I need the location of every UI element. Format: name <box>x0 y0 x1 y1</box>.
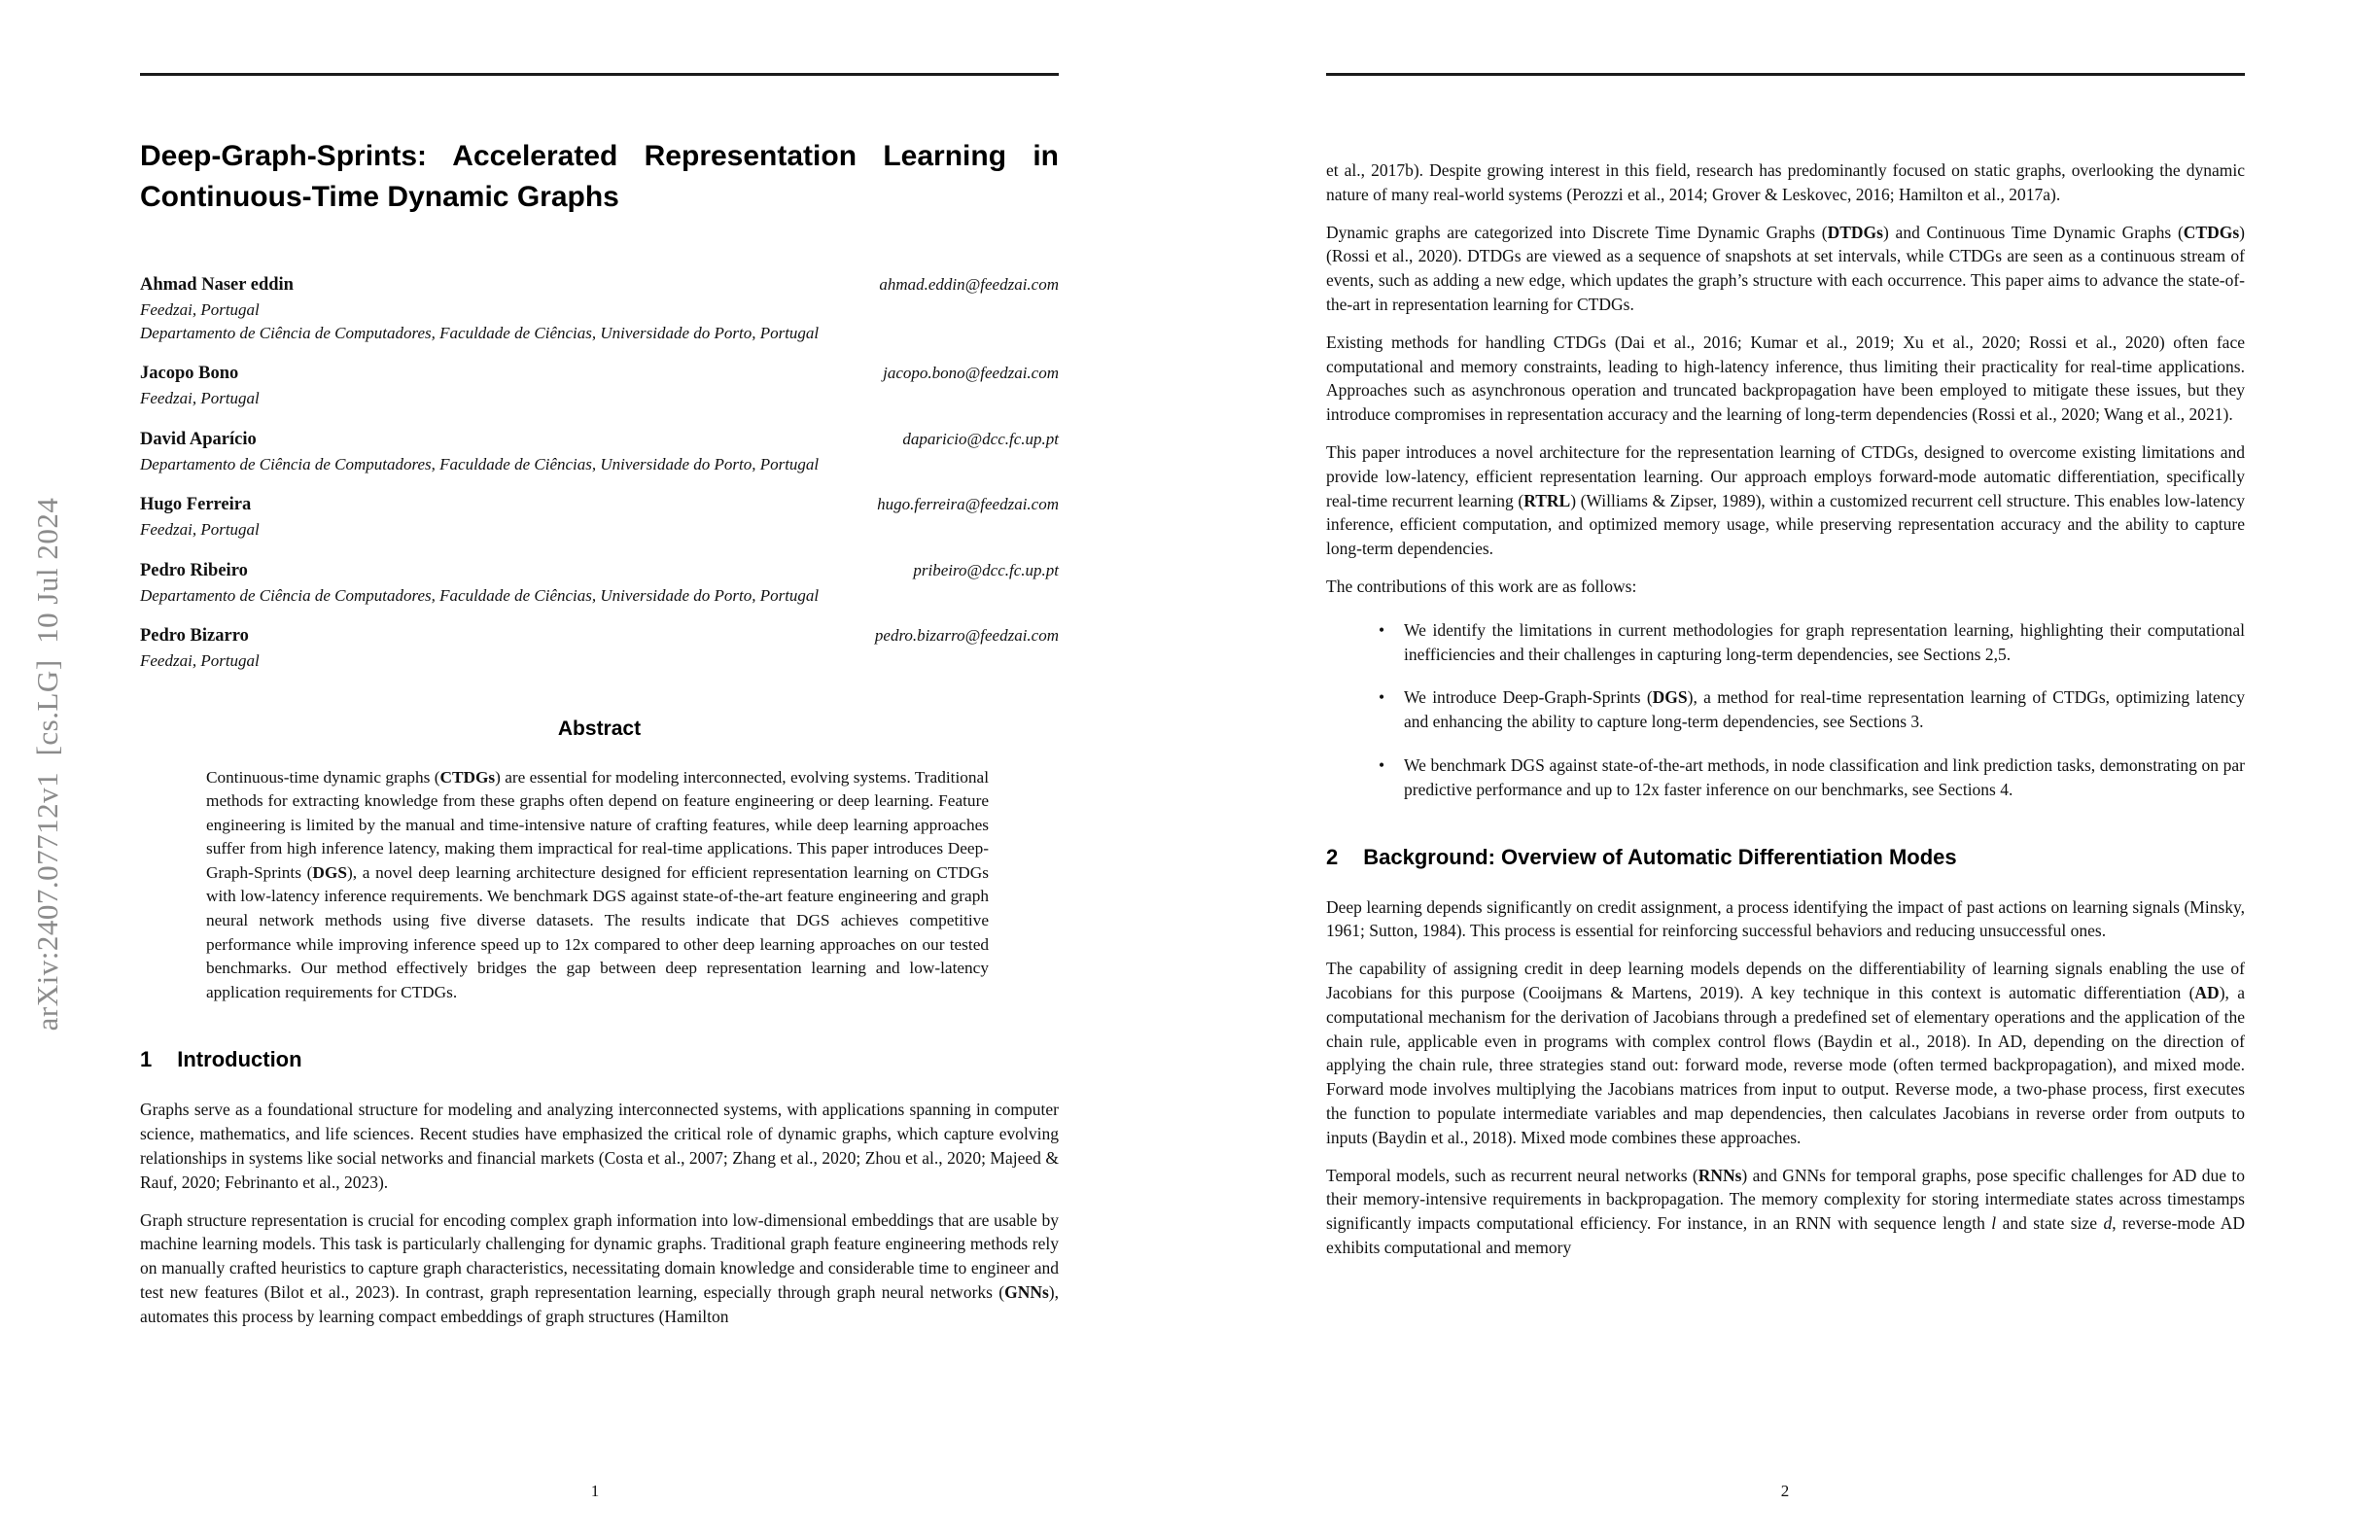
paragraph: The capability of assigning credit in deep learning models depends on the differentiability of learning signals enabling the use of Jacobians for this purpose (Cooijmans & Martens, 2019). A key technique in this context is automatic differentiation (AD), a computational mechanism for the derivation of Jacobians through a predefined set of elementary operations and the application of the chain rule, applicable even in programs with complex control flows (Baydin et al., 2018). In AD, depending on the direction of applying the chain rule, three strategies stand out: forward mode, reverse mode (often termed backpropagation), and mixed mode. Forward mode involves multiplying the Jacobians matrices from input to output. Reverse mode, a two-phase process, first executes the function to populate intermediate variables and map dependencies, then calculates Jacobians in reverse order from outputs to inputs (Baydin et al., 2018). Mixed mode combines these approaches. <box>1326 959 2245 1147</box>
abstract-heading: Abstract <box>557 717 642 740</box>
author-name: Pedro Ribeiro <box>140 560 248 580</box>
page-number: 2 <box>1780 1482 1790 1500</box>
author-name: David Aparício <box>140 429 257 449</box>
page-2 <box>1190 0 2380 1540</box>
section-number: 2 <box>1326 844 1339 869</box>
list-item <box>1379 618 2245 667</box>
bullet-text: We benchmark DGS against state-of-the-art methods, in node classification and link prediction tasks, demonstrating on par predictive performance and up to 12x faster inference on our benchmarks, see Sections 4. <box>1404 754 2245 799</box>
author-row <box>140 272 1059 298</box>
paragraph: Deep learning depends significantly on credit assignment, a process identifying the impact of past actions on learning signals (Minsky, 1961; Sutton, 1984). This process is essential for reinforcing successful behaviors and reducing unsuccessful ones. <box>1326 896 2245 941</box>
author-entry <box>140 623 1059 673</box>
author-name: Jacopo Bono <box>140 364 239 383</box>
section-number: 1 <box>140 1047 153 1072</box>
author-name: Ahmad Naser eddin <box>140 275 294 295</box>
bullet-icon: • <box>1379 754 1385 775</box>
paragraph: This paper introduces a novel architecture for the representation learning of CTDGs, designed to overcome existing limitations and provide low-latency, efficient representation learning. Our approach employs forward-mode automatic differentiation, specifically real-time recurrent learning (RTRL) (Williams & Zipser, 1989), within a customized recurrent cell structure. This enables low-latency inference, efficient computation, and optimized memory usage, while preserving representation accuracy and the ability to capture long-term dependencies. <box>1326 441 2246 559</box>
header-rule <box>1326 73 2245 76</box>
author-name: Hugo Ferreira <box>140 495 252 514</box>
author-entry <box>140 558 1059 608</box>
author-entry <box>140 361 1059 410</box>
page-number: 1 <box>590 1482 600 1500</box>
author-row <box>140 427 1059 453</box>
author-email: ahmad.eddin@feedzai.com <box>879 275 1059 294</box>
paragraph: Graphs serve as a foundational structure for modeling and analyzing interconnected systems, with applications spanning in computer science, mathematics, and life sciences. Recent studies have emphasized the critical role of dynamic graphs, which capture evolving relationships in systems like social networks and financial markets (Costa et al., 2007; Zhang et al., 2020; Zhou et al., 2020; Majeed & Rauf, 2020; Febrinanto et al., 2023). <box>140 1100 1059 1192</box>
section-title: Background: Overview of Automatic Differentiation Modes <box>1363 844 1957 869</box>
paper-title: Deep-Graph-Sprints: Accelerated Representation Learning in Continuous-Time Dynamic Graphs <box>140 140 1059 213</box>
header-rule <box>140 73 1059 76</box>
page-1-content <box>140 0 1059 1329</box>
paragraph: et al., 2017b). Despite growing interest in this field, research has predominantly focused on static graphs, overlooking the dynamic nature of many real-world systems (Perozzi et al., 2014; Grover & Leskovec, 2016; Hamilton et al., 2017a). <box>1326 160 2245 204</box>
arxiv-watermark: arXiv:2407.07712v1 [cs.LG] 10 Jul 2024 <box>30 497 64 1032</box>
bullet-icon: • <box>1379 619 1385 640</box>
author-block <box>140 272 1059 673</box>
author-affiliation: Feedzai, Portugal <box>140 300 260 319</box>
author-affiliation: Feedzai, Portugal <box>140 651 260 670</box>
author-email: hugo.ferreira@feedzai.com <box>877 495 1059 513</box>
author-affiliation: Departamento de Ciência de Computadores, Faculdade de Ciências, Universidade do Porto, Portugal <box>140 454 820 473</box>
bullet-text: We identify the limitations in current methodologies for graph representation learning, highlighting their computational inefficiencies and their challenges in capturing long-term dependencies, see Sections 2,5. <box>1404 619 2245 664</box>
bullet-text: We introduce Deep-Graph-Sprints (DGS), a method for real-time representation learning of CTDGs, optimizing latency and enhancing the ability to capture long-term dependencies, see Sections 3. <box>1404 687 2246 732</box>
author-affiliation: Feedzai, Portugal <box>140 389 260 407</box>
author-affiliation: Departamento de Ciência de Computadores, Faculdade de Ciências, Universidade do Porto, Portugal <box>140 585 820 605</box>
bullet-icon: • <box>1379 687 1385 708</box>
section-title: Introduction <box>177 1047 302 1072</box>
author-entry <box>140 272 1059 344</box>
author-row <box>140 492 1059 518</box>
paragraph: Dynamic graphs are categorized into Discrete Time Dynamic Graphs (DTDGs) and Continuous Time Dynamic Graphs (CTDGs) (Rossi et al., 2020). DTDGs are viewed as a sequence of snapshots at set intervals, while CTDGs are seen as a continuous stream of events, such as adding a new edge, which updates the graph’s structure with each occurrence. This paper aims to advance the state-of-the-art in representation learning for CTDGs. <box>1326 222 2245 314</box>
author-row <box>140 623 1059 649</box>
author-affiliation: Departamento de Ciência de Computadores, Faculdade de Ciências, Universidade do Porto, Portugal <box>140 323 820 342</box>
section-heading-introduction <box>140 1047 1059 1072</box>
author-email: daparicio@dcc.fc.up.pt <box>902 429 1059 448</box>
paragraph: Graph structure representation is crucial for encoding complex graph information into low-dimensional embeddings that are usable by machine learning models. This task is particularly challenging for dynamic graphs. Traditional graph feature engineering methods rely on manually crafted heuristics to capture graph characteristics, necessitating domain knowledge and considerable time to engineer and test new features (Bilot et al., 2023). In contrast, graph representation learning, especially through graph neural networks (GNNs), automates this process by learning compact embeddings of graph structures (Hamilton <box>140 1209 1059 1326</box>
author-row <box>140 558 1059 584</box>
author-entry <box>140 427 1059 476</box>
abstract-text: Continuous-time dynamic graphs (CTDGs) are essential for modeling interconnected, evolving systems. Traditional methods for extracting knowledge from these graphs often depend on feature engineering or deep learning. Feature engineering is limited by the manual and time-intensive nature of crafting features, while deep learning approaches suffer from high inference latency, making them impractical for real-time applications. This paper introduces Deep-Graph-Sprints (DGS), a novel deep learning architecture designed for efficient representation learning on CTDGs with low-latency inference requirements. We benchmark DGS against state-of-the-art feature engineering and graph neural network methods using five diverse datasets. The results indicate that DGS achieves competitive performance while improving inference speed up to 12x compared to other deep learning approaches on our tested benchmarks. Our method effectively bridges the gap between deep representation learning and low-latency application requirements for CTDGs. <box>206 767 989 1001</box>
list-item <box>1379 753 2245 802</box>
section-heading-background <box>1326 845 2245 870</box>
author-name: Pedro Bizarro <box>140 626 249 646</box>
paragraph: Existing methods for handling CTDGs (Dai et al., 2016; Kumar et al., 2019; Xu et al., 2020; Rossi et al., 2020) often face computational and memory constraints, leading to high-latency inference, thus limiting their practicality for real-time applications. Approaches such as asynchronous operation and truncated backpropagation have been employed to mitigate these issues, but they introduce compromises in representation accuracy and the learning of long-term dependencies (Rossi et al., 2020; Wang et al., 2021). <box>1326 332 2245 425</box>
page-2-content <box>1326 0 2245 1260</box>
author-email: pribeiro@dcc.fc.up.pt <box>913 560 1059 579</box>
paragraph: Temporal models, such as recurrent neural networks (RNNs) and GNNs for temporal graphs, pose specific challenges for AD due to their memory-intensive requirements in backpropagation. The memory complexity for storing intermediate states across timestamps significantly impacts computational efficiency. For instance, in an RNN with sequence length l and state size d, reverse-mode AD exhibits computational and memory <box>1326 1165 2245 1257</box>
author-affiliation: Feedzai, Portugal <box>140 520 260 539</box>
author-email: jacopo.bono@feedzai.com <box>883 364 1059 382</box>
contributions-list <box>1326 618 2245 802</box>
paragraph: The contributions of this work are as follows: <box>1326 576 1637 596</box>
author-row <box>140 361 1059 387</box>
list-item <box>1379 685 2246 734</box>
author-email: pedro.bizarro@feedzai.com <box>874 626 1059 645</box>
author-entry <box>140 492 1059 542</box>
